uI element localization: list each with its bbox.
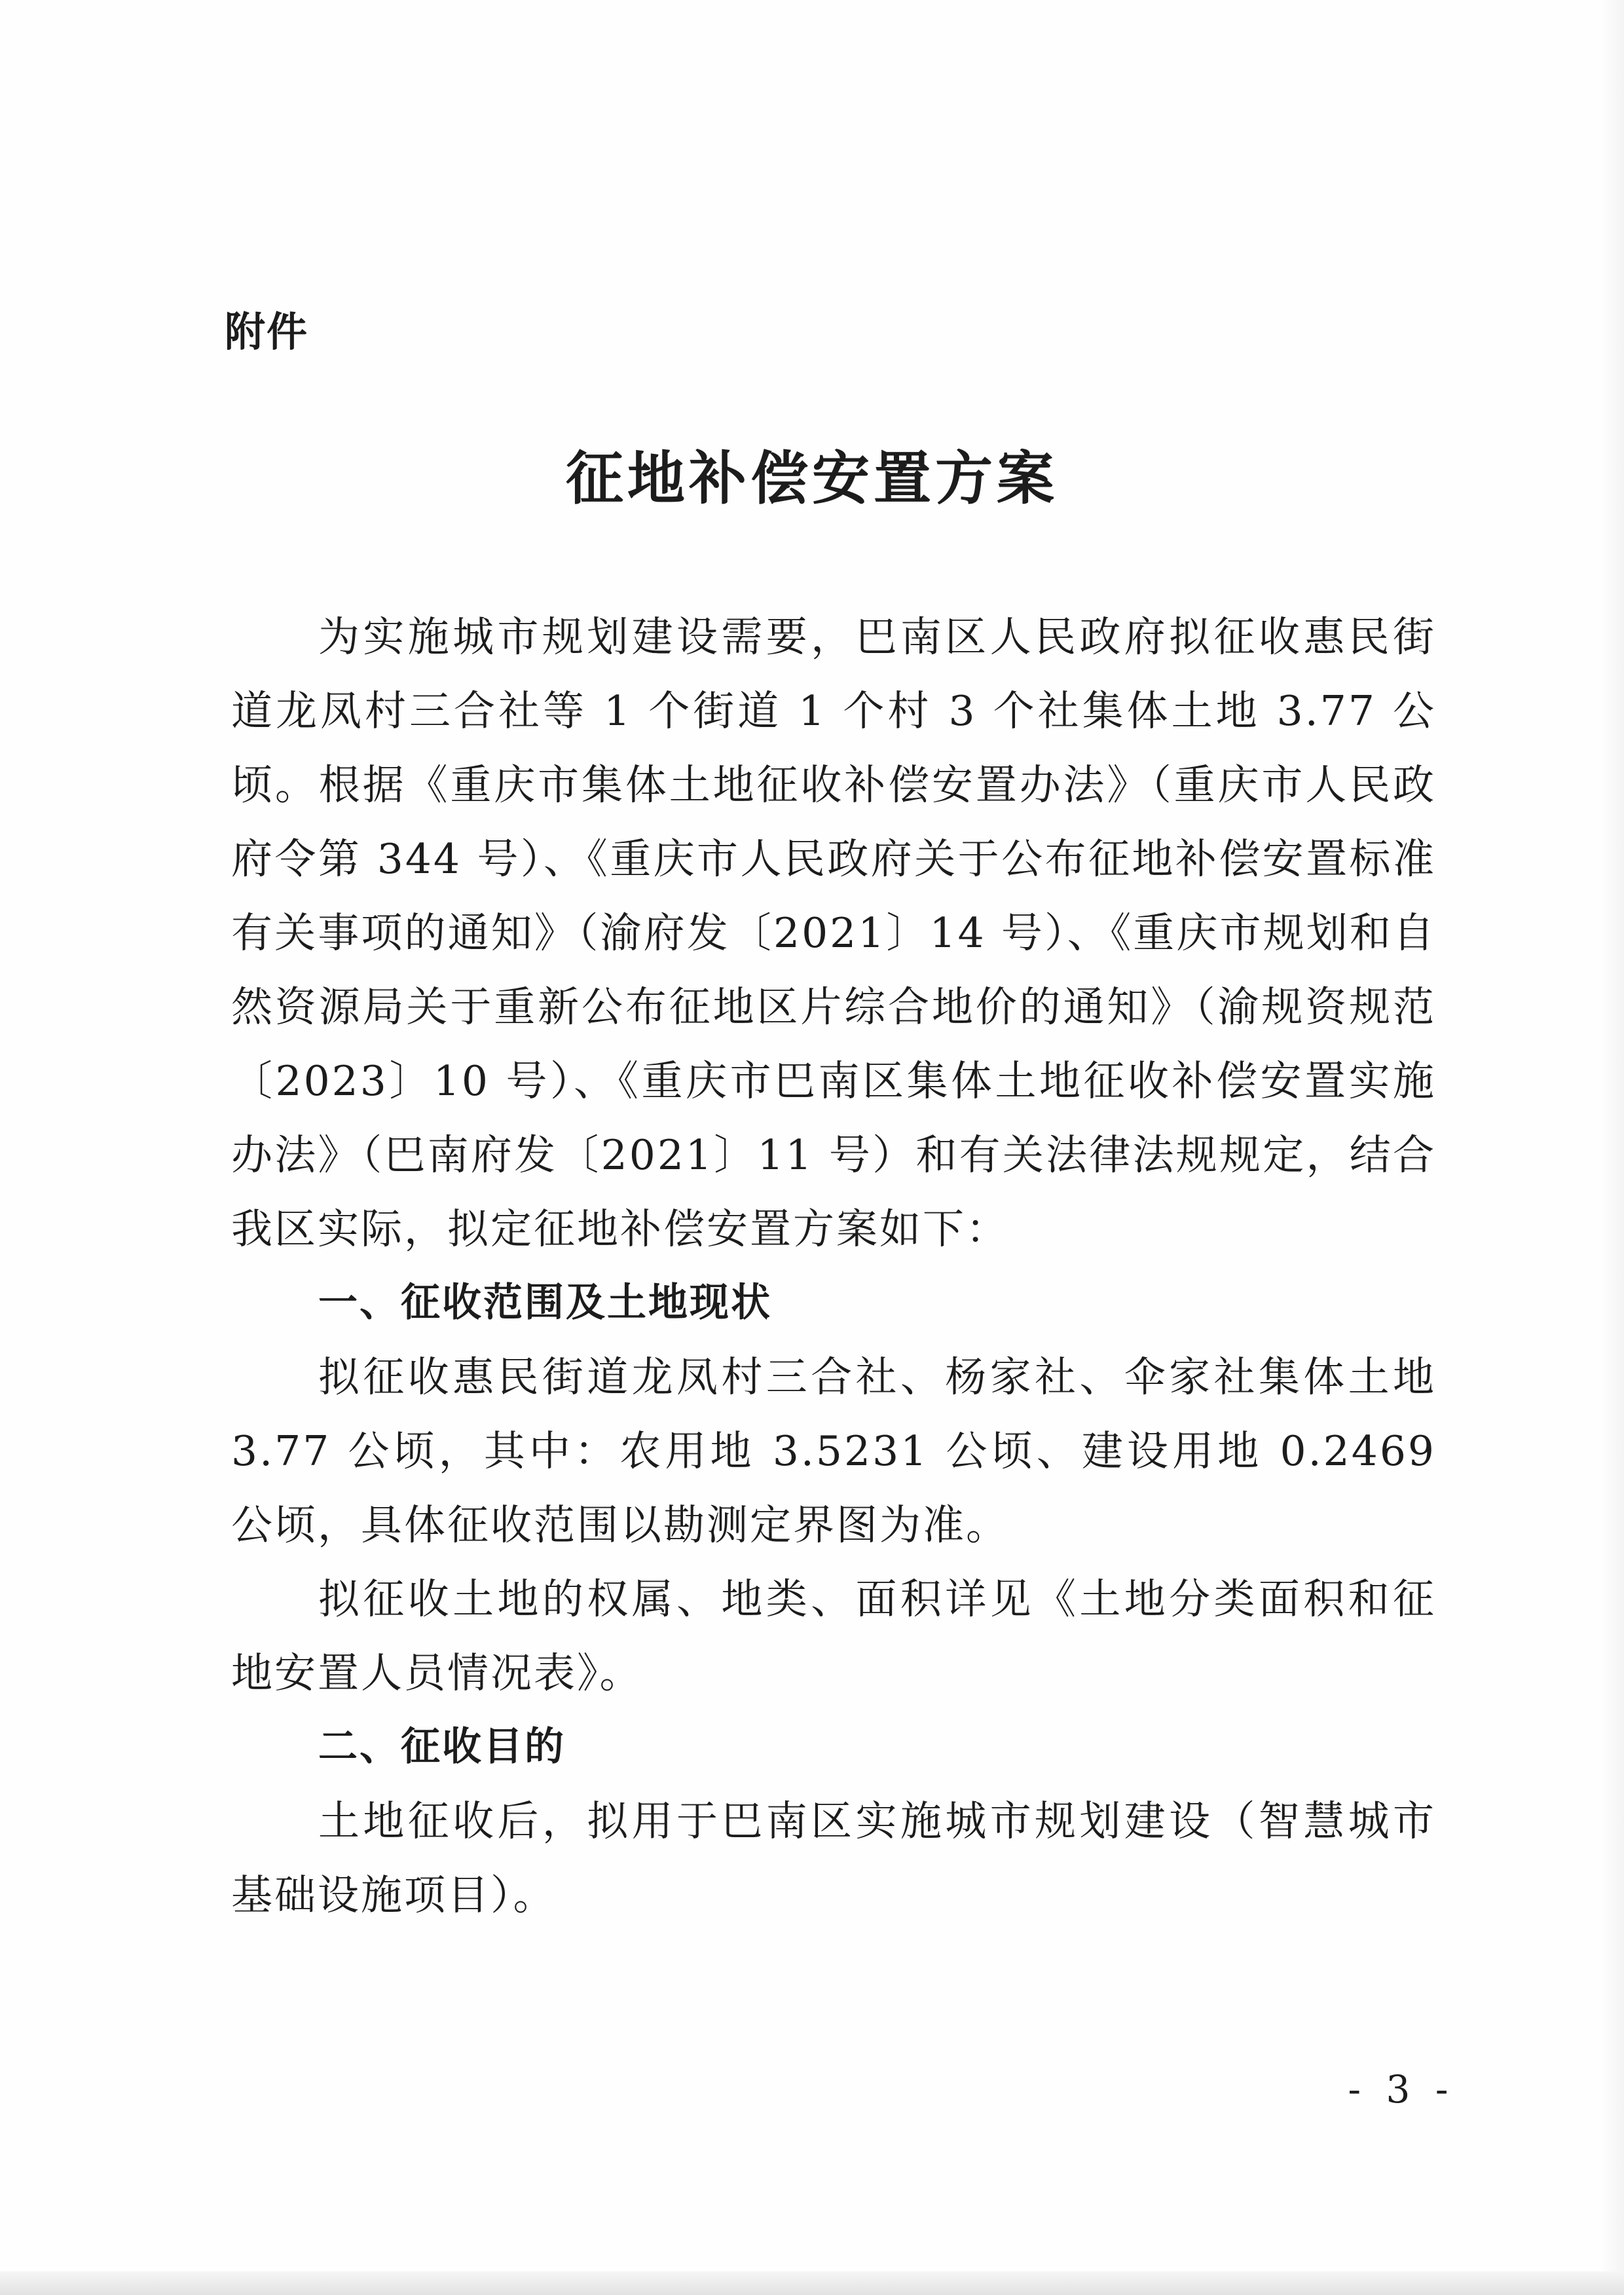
attachment-label: 附件 (225, 308, 309, 356)
section-heading-purpose: 二、征收目的 (318, 1724, 566, 1770)
scan-edge-right (1598, 0, 1624, 2295)
intro-paragraph: 为实施城市规划建设需要，巴南区人民政府拟征收惠民街道龙凤村三合社等 1 个街道 1 个村 3 个社集体土地 3.77 公顷。根据《重庆市集体土地征收补偿安置办法》（重庆市人民政府令第 344 号）、《重庆市人民政府关于公布征地补偿安置标准有关事项的通知》（渝府发〔2021〕14 号）、《重庆市规划和自然资源局关于重新公布征地区片综合地价的通知》（渝规资规范〔2023〕10 号）、《重庆市巴南区集体土地征收补偿安置实施办法》（巴南府发〔2021〕11 号）和有关法律法规规定，结合我区实际，拟定征地补偿安置方案如下： (231, 613, 1436, 1253)
section-heading-scope: 一、征收范围及土地现状 (318, 1280, 772, 1326)
section-paragraph-purpose-1: 土地征收后，拟用于巴南区实施城市规划建设（智慧城市基础设施项目）。 (231, 1797, 1436, 1919)
page-number: - 3 - (1348, 2067, 1455, 2112)
section-paragraph-scope-2: 拟征收土地的权属、地类、面积详见《土地分类面积和征地安置人员情况表》。 (231, 1575, 1436, 1697)
section-paragraph-scope-1: 拟征收惠民街道龙凤村三合社、杨家社、伞家社集体土地 3.77 公顷，其中：农用地 3.5231 公顷、建设用地 0.2469 公顷，具体征收范围以勘测定界图为准。 (231, 1353, 1436, 1549)
scan-edge-bottom (0, 2271, 1624, 2295)
document-body (231, 600, 1436, 1932)
document-title: 征地补偿安置方案 (565, 444, 1058, 512)
